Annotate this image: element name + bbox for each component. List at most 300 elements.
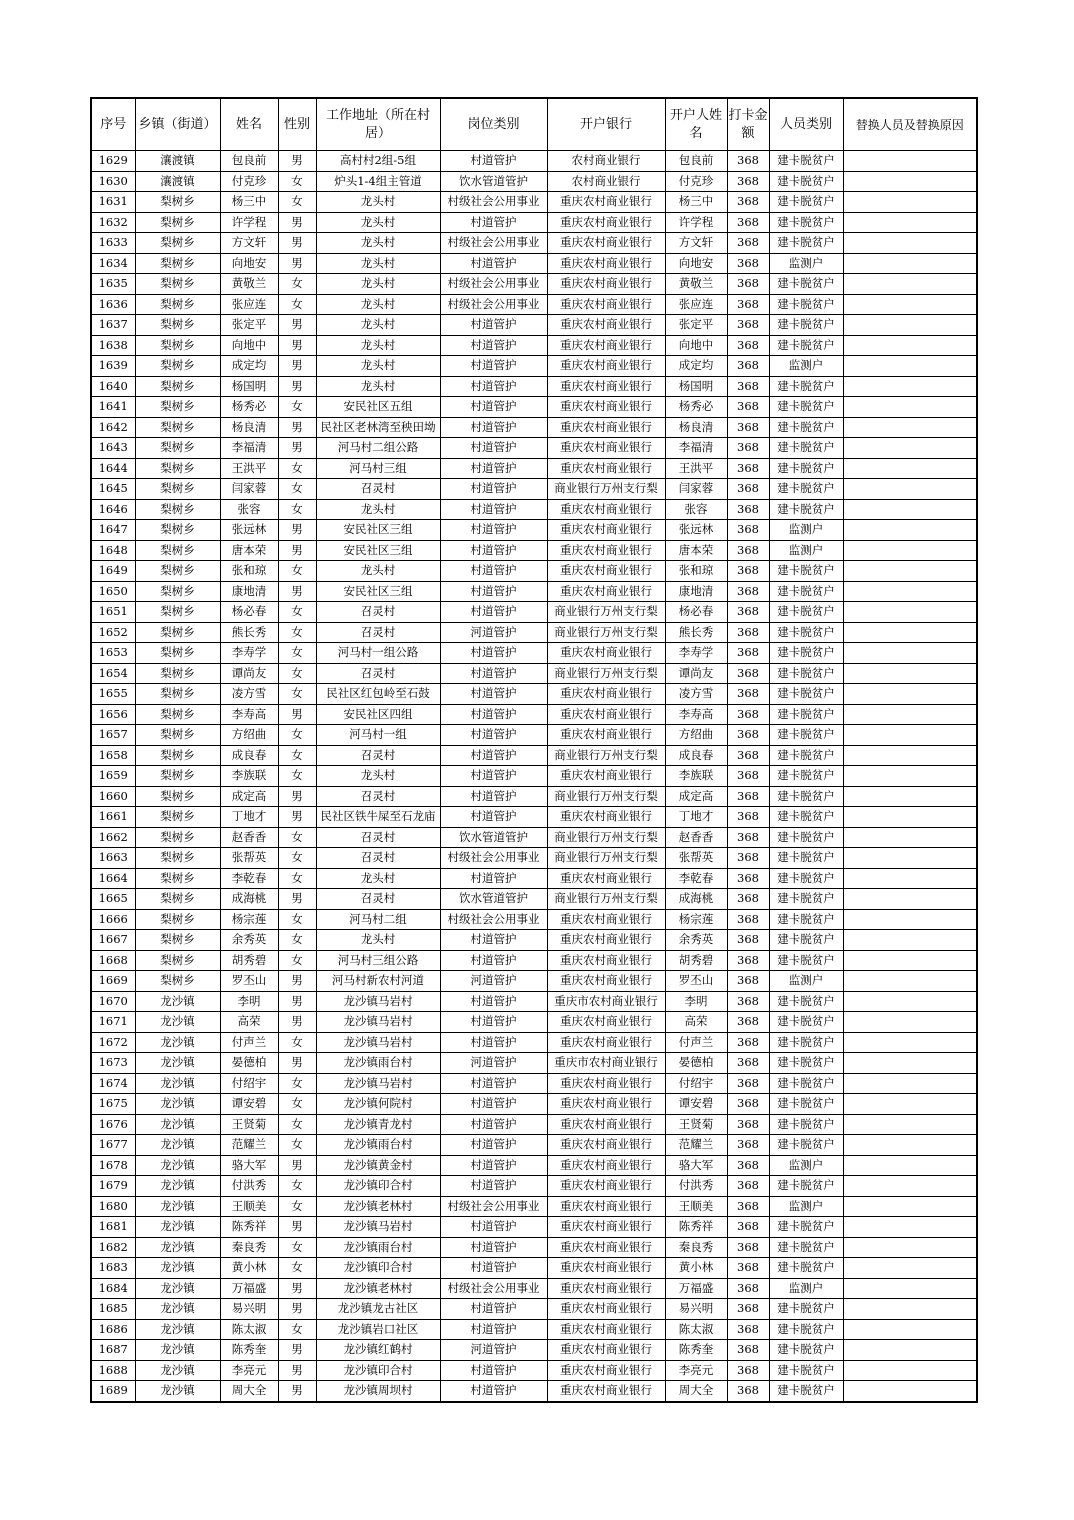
col-replacement-cell [843,991,977,1012]
col-replacement-cell [843,745,977,766]
col-index-cell: 1649 [91,561,135,582]
col-account-holder-cell: 秦良秀 [665,1237,727,1258]
col-person-type-cell: 建卡脱贫户 [769,622,843,643]
col-work-address-cell: 龙沙镇周坝村 [316,1381,440,1402]
col-post-type-cell: 村级社会公用事业 [440,294,547,315]
col-index-cell: 1656 [91,704,135,725]
col-name-cell: 付绍宇 [220,1073,278,1094]
col-index-cell: 1630 [91,171,135,192]
col-town-cell: 龙沙镇 [135,1114,220,1135]
col-town-cell: 梨树乡 [135,212,220,233]
col-town-cell: 龙沙镇 [135,991,220,1012]
col-index-cell: 1653 [91,643,135,664]
col-town-cell: 梨树乡 [135,233,220,254]
col-amount-cell: 368 [727,1135,769,1156]
col-amount-cell: 368 [727,745,769,766]
col-work-address-cell: 河马村二组公路 [316,438,440,459]
col-replacement-cell [843,1278,977,1299]
col-town-cell: 梨树乡 [135,253,220,274]
col-account-holder-cell: 李明 [665,991,727,1012]
col-work-address-cell: 召灵村 [316,602,440,623]
col-post-type-cell: 村道管护 [440,253,547,274]
col-bank-cell: 重庆农村商业银行 [547,417,665,438]
col-replacement-cell [843,622,977,643]
col-name-cell: 凌方雪 [220,684,278,705]
col-post-type-cell: 村道管护 [440,950,547,971]
col-account-holder-cell: 张容 [665,499,727,520]
col-name-cell: 易兴明 [220,1299,278,1320]
col-account-holder-cell: 杨必春 [665,602,727,623]
col-post-type-cell: 村道管护 [440,725,547,746]
col-bank-cell: 重庆农村商业银行 [547,807,665,828]
col-index-cell: 1646 [91,499,135,520]
col-work-address-cell: 安民社区三组 [316,581,440,602]
col-index-cell: 1687 [91,1340,135,1361]
col-bank-cell: 重庆农村商业银行 [547,356,665,377]
col-work-address-cell: 龙沙镇老林村 [316,1196,440,1217]
col-work-address-cell: 龙沙镇雨台村 [316,1053,440,1074]
col-amount-cell: 368 [727,1073,769,1094]
col-index-cell: 1629 [91,151,135,172]
col-person-type-cell: 监测户 [769,1278,843,1299]
col-name-cell: 杨三中 [220,192,278,213]
col-name-cell: 余秀英 [220,930,278,951]
col-post-type-cell: 村道管护 [440,1073,547,1094]
col-post-type-cell: 河道管护 [440,622,547,643]
col-work-address-cell: 安民社区四组 [316,704,440,725]
col-person-type-cell: 建卡脱贫户 [769,335,843,356]
col-amount-cell: 368 [727,602,769,623]
col-replacement-cell [843,479,977,500]
table-row [91,930,977,951]
col-name-cell: 杨国明 [220,376,278,397]
col-gender-cell: 男 [278,315,316,336]
col-account-holder-cell: 赵香香 [665,827,727,848]
col-work-address-cell: 龙头村 [316,561,440,582]
col-name-cell: 方绍曲 [220,725,278,746]
col-gender-cell: 男 [278,807,316,828]
col-work-address-cell: 龙沙镇红鹤村 [316,1340,440,1361]
col-post-type-cell: 村道管护 [440,1114,547,1135]
col-post-type-cell: 村级社会公用事业 [440,1278,547,1299]
col-person-type-cell: 建卡脱贫户 [769,1381,843,1402]
col-index-cell: 1671 [91,1012,135,1033]
col-index-cell: 1682 [91,1237,135,1258]
table-row [91,171,977,192]
col-amount-cell: 368 [727,335,769,356]
col-person-type-cell: 建卡脱贫户 [769,581,843,602]
col-town-cell: 梨树乡 [135,930,220,951]
col-person-type-cell: 建卡脱贫户 [769,1237,843,1258]
col-index-cell: 1668 [91,950,135,971]
col-amount-cell: 368 [727,356,769,377]
col-bank-cell: 重庆农村商业银行 [547,397,665,418]
col-bank-cell: 重庆农村商业银行 [547,458,665,479]
col-post-type-cell: 村道管护 [440,1012,547,1033]
col-bank-cell: 重庆农村商业银行 [547,1278,665,1299]
table-row [91,479,977,500]
col-name-cell: 张定平 [220,315,278,336]
col-amount-cell: 368 [727,581,769,602]
col-town-cell: 梨树乡 [135,704,220,725]
col-account-holder-cell: 包良前 [665,151,727,172]
col-work-address-cell: 龙沙镇印合村 [316,1258,440,1279]
col-index-cell: 1634 [91,253,135,274]
col-amount-cell: 368 [727,1053,769,1074]
col-replacement-cell [843,930,977,951]
col-gender-cell: 男 [278,417,316,438]
col-work-address-cell: 民社区红包岭至石鼓 [316,684,440,705]
col-name-cell: 万福盛 [220,1278,278,1299]
col-account-holder-cell: 许学程 [665,212,727,233]
col-replacement-cell [843,1073,977,1094]
col-bank-cell: 重庆农村商业银行 [547,294,665,315]
col-bank-cell: 重庆农村商业银行 [547,335,665,356]
col-town-cell: 梨树乡 [135,294,220,315]
document-page [90,97,976,1403]
col-gender-cell: 女 [278,745,316,766]
col-person-type-cell: 建卡脱贫户 [769,438,843,459]
col-name-cell: 李寿高 [220,704,278,725]
col-work-address-cell: 安民社区三组 [316,520,440,541]
col-bank-cell: 重庆农村商业银行 [547,1114,665,1135]
col-town-cell: 龙沙镇 [135,1217,220,1238]
col-post-type-cell: 村道管护 [440,212,547,233]
col-replacement-cell [843,848,977,869]
col-bank-cell: 重庆市农村商业银行 [547,991,665,1012]
col-bank-cell: 重庆农村商业银行 [547,1237,665,1258]
table-row [91,397,977,418]
col-bank-cell: 商业银行万州支行梨 [547,889,665,910]
col-replacement-cell [843,1094,977,1115]
col-amount-cell: 368 [727,192,769,213]
col-amount-cell: 368 [727,1299,769,1320]
col-post-type-cell: 村道管护 [440,1032,547,1053]
col-amount-cell: 368 [727,1319,769,1340]
col-work-address-cell: 安民社区五组 [316,397,440,418]
col-post-type-cell: 村级社会公用事业 [440,1196,547,1217]
table-row [91,909,977,930]
col-gender-cell: 男 [278,704,316,725]
col-index-cell: 1651 [91,602,135,623]
table-row [91,1258,977,1279]
col-post-type-cell: 村道管护 [440,1381,547,1402]
col-post-type-cell: 村道管护 [440,1237,547,1258]
col-person-type-cell: 监测户 [769,1155,843,1176]
col-bank-cell: 重庆农村商业银行 [547,971,665,992]
col-person-type-cell: 建卡脱贫户 [769,212,843,233]
col-replacement-cell [843,1012,977,1033]
table-row [91,233,977,254]
col-gender-cell: 女 [278,561,316,582]
col-account-holder-cell: 付克珍 [665,171,727,192]
col-amount-cell: 368 [727,1381,769,1402]
col-gender-cell: 女 [278,458,316,479]
col-person-type-cell: 建卡脱贫户 [769,909,843,930]
col-amount-cell: 368 [727,1114,769,1135]
table-row [91,212,977,233]
col-town-cell: 梨树乡 [135,458,220,479]
col-gender-cell: 男 [278,335,316,356]
col-index-cell: 1686 [91,1319,135,1340]
table-row [91,294,977,315]
col-gender-cell: 男 [278,581,316,602]
col-work-address-cell: 河马村二组 [316,909,440,930]
col-index-cell: 1666 [91,909,135,930]
col-name-cell: 向地安 [220,253,278,274]
col-gender-cell: 男 [278,1217,316,1238]
col-account-holder-cell: 李福清 [665,438,727,459]
col-person-type-cell: 建卡脱贫户 [769,1299,843,1320]
col-post-type-cell: 村道管护 [440,807,547,828]
col-town-cell: 梨树乡 [135,274,220,295]
col-post-type-cell: 村道管护 [440,766,547,787]
col-bank-cell: 重庆农村商业银行 [547,520,665,541]
col-name-cell: 周大全 [220,1381,278,1402]
col-replacement-cell [843,950,977,971]
col-amount-cell: 368 [727,1176,769,1197]
col-replacement-cell [843,335,977,356]
col-bank-cell: 商业银行万州支行梨 [547,827,665,848]
col-index-cell: 1675 [91,1094,135,1115]
col-account-holder-cell: 罗丕山 [665,971,727,992]
col-person-type-cell: 建卡脱贫户 [769,1360,843,1381]
table-row [91,438,977,459]
table-row [91,1176,977,1197]
col-person-type-cell: 建卡脱贫户 [769,725,843,746]
col-replacement-cell [843,786,977,807]
col-post-type-cell: 村道管护 [440,786,547,807]
col-town-cell: 梨树乡 [135,499,220,520]
col-name-cell: 杨必春 [220,602,278,623]
col-post-type-cell: 村级社会公用事业 [440,192,547,213]
col-replacement-cell [843,971,977,992]
col-post-type-cell: 村道管护 [440,499,547,520]
col-bank-cell: 商业银行万州支行梨 [547,745,665,766]
col-name-cell: 黄敬兰 [220,274,278,295]
col-amount-cell: 368 [727,1340,769,1361]
col-town-cell: 梨树乡 [135,602,220,623]
col-gender-cell: 女 [278,294,316,315]
col-person-type-cell: 建卡脱贫户 [769,1340,843,1361]
col-work-address-cell: 龙头村 [316,294,440,315]
col-replacement-cell [843,458,977,479]
col-person-type-cell: 建卡脱贫户 [769,397,843,418]
col-replacement-cell [843,561,977,582]
col-bank-cell: 重庆农村商业银行 [547,1258,665,1279]
col-post-type-cell: 村道管护 [440,1319,547,1340]
col-name-cell: 罗丕山 [220,971,278,992]
col-post-type-cell: 村道管护 [440,1258,547,1279]
col-post-type-cell: 河道管护 [440,971,547,992]
col-account-holder-cell: 谭安碧 [665,1094,727,1115]
col-amount-cell: 368 [727,848,769,869]
col-account-holder-cell: 谭尚友 [665,663,727,684]
col-work-address-cell: 召灵村 [316,827,440,848]
col-name-cell: 王顺美 [220,1196,278,1217]
col-index-cell: 1657 [91,725,135,746]
header-col-amount: 打卡金额 [727,98,769,151]
col-amount-cell: 368 [727,971,769,992]
col-gender-cell: 女 [278,1135,316,1156]
col-town-cell: 龙沙镇 [135,1319,220,1340]
col-index-cell: 1631 [91,192,135,213]
col-town-cell: 龙沙镇 [135,1012,220,1033]
col-account-holder-cell: 付洪秀 [665,1176,727,1197]
header-col-town: 乡镇（街道） [135,98,220,151]
col-index-cell: 1633 [91,233,135,254]
col-account-holder-cell: 杨宗莲 [665,909,727,930]
col-index-cell: 1665 [91,889,135,910]
table-row [91,1073,977,1094]
header-col-gender: 性别 [278,98,316,151]
col-bank-cell: 重庆农村商业银行 [547,1176,665,1197]
col-account-holder-cell: 丁地才 [665,807,727,828]
col-person-type-cell: 建卡脱贫户 [769,561,843,582]
col-amount-cell: 368 [727,909,769,930]
col-gender-cell: 女 [278,766,316,787]
table-row [91,643,977,664]
col-index-cell: 1689 [91,1381,135,1402]
table-row [91,827,977,848]
table-row [91,1032,977,1053]
col-post-type-cell: 村道管护 [440,520,547,541]
col-name-cell: 张应连 [220,294,278,315]
col-work-address-cell: 龙沙镇岩口社区 [316,1319,440,1340]
table-row [91,807,977,828]
col-town-cell: 梨树乡 [135,561,220,582]
col-amount-cell: 368 [727,1258,769,1279]
col-replacement-cell [843,253,977,274]
col-gender-cell: 男 [278,1278,316,1299]
table-row [91,1381,977,1402]
col-replacement-cell [843,540,977,561]
col-replacement-cell [843,1217,977,1238]
col-work-address-cell: 龙头村 [316,356,440,377]
header-col-name: 姓名 [220,98,278,151]
col-replacement-cell [843,684,977,705]
col-account-holder-cell: 付绍宇 [665,1073,727,1094]
col-amount-cell: 368 [727,1278,769,1299]
col-gender-cell: 女 [278,397,316,418]
table-row [91,253,977,274]
col-work-address-cell: 龙沙镇印合村 [316,1176,440,1197]
col-replacement-cell [843,1135,977,1156]
col-gender-cell: 男 [278,1012,316,1033]
col-gender-cell: 女 [278,909,316,930]
table-row [91,868,977,889]
header-col-account-holder: 开户人姓名 [665,98,727,151]
col-account-holder-cell: 方绍曲 [665,725,727,746]
col-index-cell: 1680 [91,1196,135,1217]
col-gender-cell: 男 [278,1381,316,1402]
col-name-cell: 张帮英 [220,848,278,869]
col-town-cell: 梨树乡 [135,417,220,438]
col-bank-cell: 重庆农村商业银行 [547,561,665,582]
header-col-person-type: 人员类别 [769,98,843,151]
col-replacement-cell [843,417,977,438]
col-work-address-cell: 龙沙镇马岩村 [316,1032,440,1053]
col-index-cell: 1638 [91,335,135,356]
col-town-cell: 梨树乡 [135,622,220,643]
col-post-type-cell: 村道管护 [440,663,547,684]
table-row [91,520,977,541]
col-post-type-cell: 村级社会公用事业 [440,274,547,295]
col-replacement-cell [843,868,977,889]
col-name-cell: 张容 [220,499,278,520]
col-person-type-cell: 建卡脱贫户 [769,294,843,315]
col-work-address-cell: 龙沙镇老林村 [316,1278,440,1299]
col-account-holder-cell: 余秀英 [665,930,727,951]
col-replacement-cell [843,212,977,233]
col-town-cell: 梨树乡 [135,848,220,869]
col-account-holder-cell: 万福盛 [665,1278,727,1299]
col-index-cell: 1637 [91,315,135,336]
col-replacement-cell [843,1258,977,1279]
col-town-cell: 龙沙镇 [135,1053,220,1074]
col-amount-cell: 368 [727,499,769,520]
col-post-type-cell: 村道管护 [440,1135,547,1156]
col-amount-cell: 368 [727,868,769,889]
col-bank-cell: 重庆市农村商业银行 [547,1053,665,1074]
col-gender-cell: 男 [278,151,316,172]
table-row [91,1114,977,1135]
col-index-cell: 1660 [91,786,135,807]
col-index-cell: 1652 [91,622,135,643]
table-row [91,581,977,602]
col-replacement-cell [843,1155,977,1176]
col-amount-cell: 368 [727,315,769,336]
col-town-cell: 梨树乡 [135,868,220,889]
table-row [91,1196,977,1217]
col-gender-cell: 男 [278,356,316,377]
col-account-holder-cell: 李寿高 [665,704,727,725]
col-person-type-cell: 建卡脱贫户 [769,663,843,684]
col-index-cell: 1676 [91,1114,135,1135]
col-account-holder-cell: 晏德柏 [665,1053,727,1074]
col-replacement-cell [843,1299,977,1320]
col-post-type-cell: 村道管护 [440,458,547,479]
col-person-type-cell: 建卡脱贫户 [769,192,843,213]
col-person-type-cell: 建卡脱贫户 [769,1114,843,1135]
col-bank-cell: 重庆农村商业银行 [547,643,665,664]
col-account-holder-cell: 方文轩 [665,233,727,254]
col-name-cell: 成良春 [220,745,278,766]
header-col-post-type: 岗位类别 [440,98,547,151]
col-index-cell: 1679 [91,1176,135,1197]
col-work-address-cell: 龙头村 [316,868,440,889]
col-index-cell: 1688 [91,1360,135,1381]
col-replacement-cell [843,889,977,910]
col-name-cell: 李福清 [220,438,278,459]
col-amount-cell: 368 [727,438,769,459]
col-post-type-cell: 村道管护 [440,540,547,561]
col-gender-cell: 女 [278,663,316,684]
table-row [91,192,977,213]
col-bank-cell: 重庆农村商业银行 [547,581,665,602]
col-amount-cell: 368 [727,684,769,705]
col-amount-cell: 368 [727,376,769,397]
col-post-type-cell: 村级社会公用事业 [440,909,547,930]
roster-table [90,97,978,1403]
col-amount-cell: 368 [727,991,769,1012]
col-name-cell: 杨秀必 [220,397,278,418]
header-row [91,98,977,151]
col-work-address-cell: 安民社区三组 [316,540,440,561]
col-name-cell: 唐本荣 [220,540,278,561]
col-gender-cell: 女 [278,930,316,951]
col-amount-cell: 368 [727,930,769,951]
